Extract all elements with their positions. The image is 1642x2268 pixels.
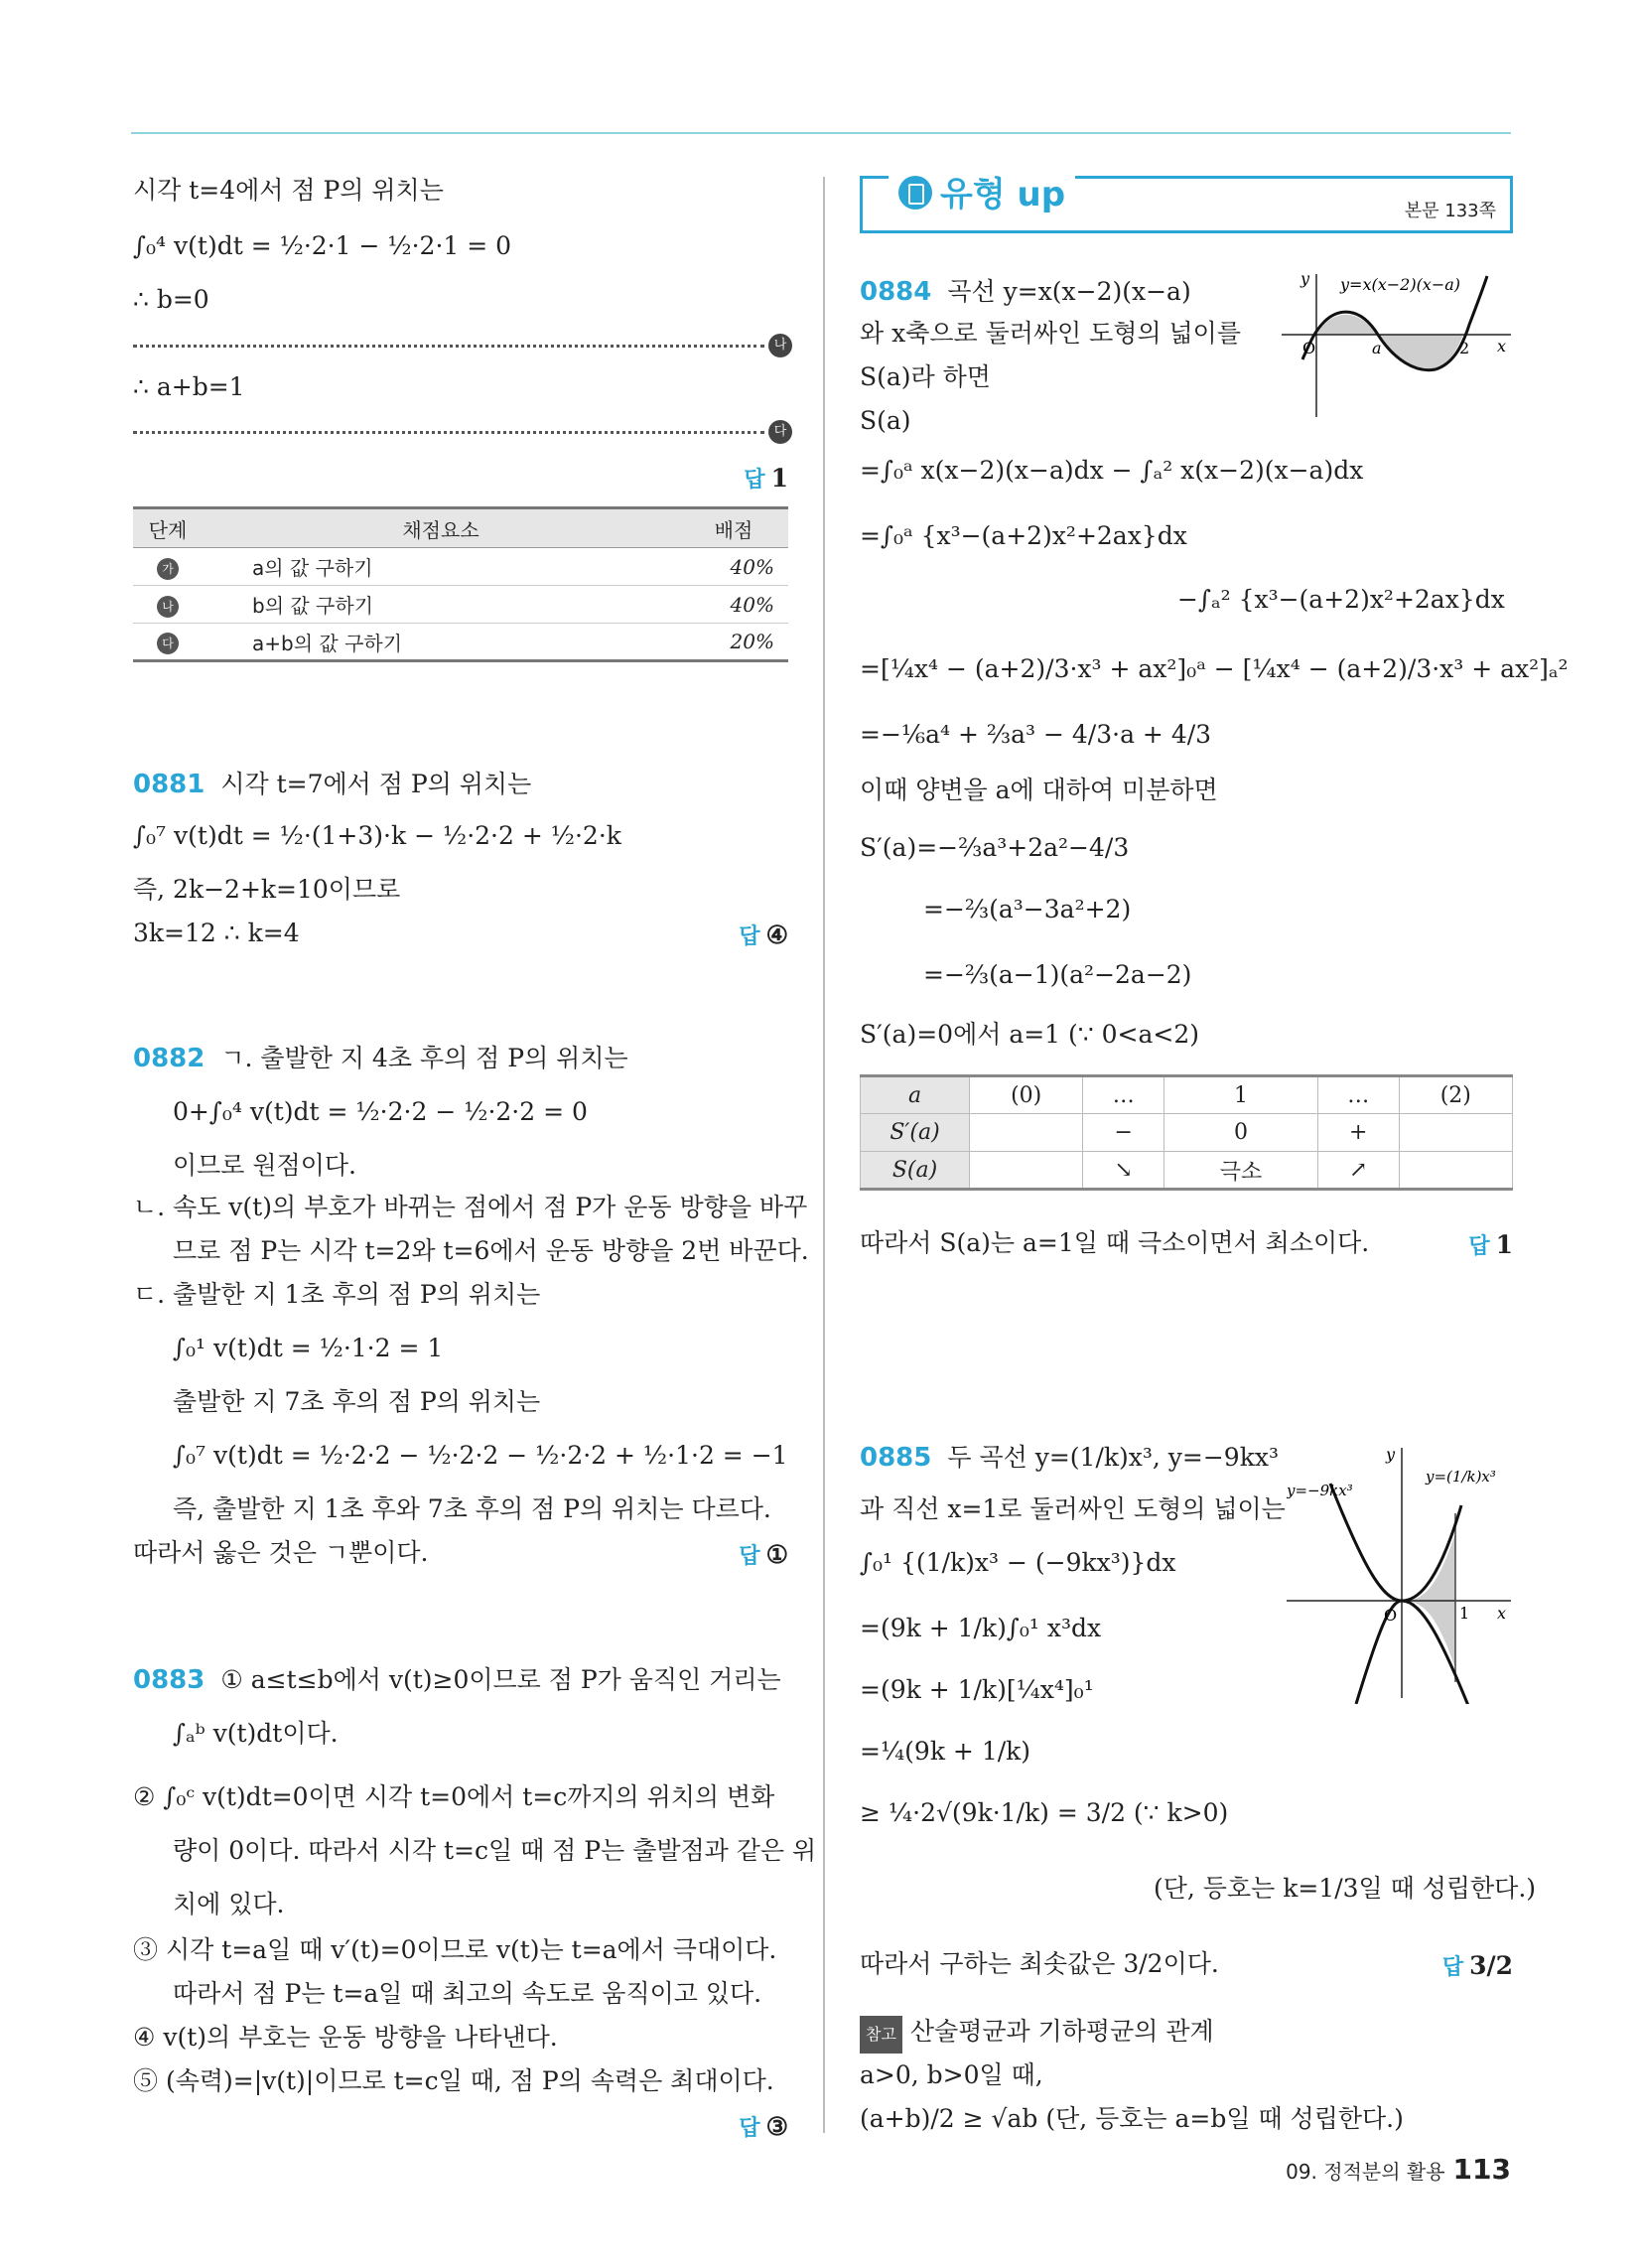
problem-0884-line: =−⅔(a−1)(a²−2a−2) (923, 960, 1192, 989)
table-cell: 40% (679, 548, 788, 586)
intro-line: ∫₀⁴ v(t)dt = ½·2·1 − ½·2·1 = 0 (133, 231, 512, 260)
problem-0885-line: =(9k + 1/k)[¼x⁴]₀¹ (860, 1675, 1094, 1704)
intro-line: 시각 t=4에서 점 P의 위치는 (133, 176, 444, 205)
table-cell: − (1083, 1114, 1164, 1152)
problem-0882-line: 0+∫₀⁴ v(t)dt = ½·2·2 − ½·2·2 = 0 (173, 1097, 588, 1126)
problem-0882-line: 0882 ㄱ. 출발한 지 4초 후의 점 P의 위치는 (133, 1044, 628, 1073)
origin-label: O (1302, 339, 1316, 357)
answer-value: 3/2 (1469, 1951, 1513, 1980)
problem-0883-line: 0883 ① a≤t≤b에서 v(t)≥0이므로 점 P가 움직인 거리는 (133, 1665, 781, 1695)
problem-0884-line: =−⅔(a³−3a²+2) (923, 895, 1132, 923)
answer-0880 (744, 463, 788, 494)
pencil-icon (898, 176, 932, 210)
answer-value: ① (765, 1540, 788, 1569)
step-badge: 가 (157, 558, 179, 580)
table-cell: 20% (679, 624, 788, 661)
origin-label: O (1384, 1606, 1398, 1625)
problem-0883-line: 량이 0이다. 따라서 시각 t=c일 때 점 P는 출발점과 같은 위 (173, 1836, 817, 1865)
answer-label: 답 (739, 2116, 760, 2141)
problem-0882-line: ㄴ. 속도 v(t)의 부호가 바뀌는 점에서 점 P가 운동 방향을 바꾸 (133, 1193, 808, 1221)
table-cell: b의 값 구하기 (203, 586, 679, 624)
problem-0881-line: 0881 시각 t=7에서 점 P의 위치는 (133, 770, 532, 799)
problem-0881-line: 즉, 2k−2+k=10이므로 (133, 875, 401, 904)
table-cell: a (861, 1076, 970, 1114)
problem-0884-line: S′(a)=−⅔a³+2a²−4/3 (860, 833, 1130, 862)
note-tag: 참고 (860, 2016, 902, 2054)
table-cell: (0) (970, 1076, 1083, 1114)
problem-0882-line: 므로 점 P는 시각 t=2와 t=6에서 운동 방향을 2번 바꾼다. (173, 1236, 809, 1265)
axis-label-y: y (1386, 1445, 1396, 1464)
top-rule (131, 132, 1511, 134)
table-cell (1399, 1152, 1512, 1190)
table-header: 채점요소 (203, 508, 679, 548)
table-cell: 40% (679, 586, 788, 624)
axis-label-y: y (1300, 270, 1310, 288)
table-header-row (133, 508, 788, 548)
table-row (133, 548, 788, 586)
note-title-line: 참고 산술평균과 기하평균의 관계 (860, 2014, 1214, 2054)
problem-0882-line: 이므로 원점이다. (173, 1151, 356, 1180)
step-badge: 다 (157, 633, 179, 654)
problem-0885-line: =(9k + 1/k)∫₀¹ x³dx (860, 1614, 1102, 1642)
page-footer (1286, 2153, 1511, 2186)
curve-label-right: y=(1/k)x³ (1426, 1468, 1496, 1486)
table-cell: … (1083, 1076, 1164, 1114)
problem-0884-line: =∫₀ᵃ {x³−(a+2)x²+2ax}dx (860, 521, 1187, 550)
score-table (133, 506, 788, 662)
problem-0884-line: S′(a)=0에서 a=1 (∵ 0<a<2) (860, 1020, 1199, 1049)
section-title: 유형 up (889, 167, 1075, 215)
problem-0883-line: ④ v(t)의 부호는 운동 방향을 나타낸다. (133, 2023, 558, 2052)
table-row (133, 586, 788, 624)
answer-value: 1 (770, 464, 788, 493)
table-row (861, 1152, 1513, 1190)
table-cell (1399, 1114, 1512, 1152)
problem-0881-line: 3k=12 ∴ k=4 (133, 919, 300, 947)
curve-label: y=x(x−2)(x−a) (1340, 275, 1461, 294)
problem-0882-line: 따라서 옳은 것은 ㄱ뿐이다. (133, 1538, 429, 1567)
table-cell (970, 1152, 1083, 1190)
problem-0883-line: ∫ₐᵇ v(t)dt이다. (173, 1719, 339, 1748)
column-divider (823, 177, 825, 2133)
note-line: (a+b)/2 ≥ √ab (단, 등호는 a=b일 때 성립한다.) (860, 2104, 1404, 2133)
problem-0885-line: 따라서 구하는 최솟값은 3/2이다. (860, 1949, 1219, 1978)
table-cell: … (1317, 1076, 1399, 1114)
page-number: 113 (1452, 2153, 1511, 2186)
table-cell: + (1317, 1114, 1399, 1152)
dotted-rule (133, 345, 764, 348)
curve-label-left: y=−9kx³ (1287, 1482, 1353, 1499)
problem-number: 0883 (133, 1665, 205, 1695)
table-cell: 1 (1164, 1076, 1318, 1114)
problem-0882-line: 출발한 지 7초 후의 점 P의 위치는 (173, 1387, 541, 1416)
problem-0884-line: 와 x축으로 둘러싸인 도형의 넓이를 (860, 319, 1241, 348)
two-cubics-graph (1287, 1444, 1513, 1704)
problem-0885-line: =¼(9k + 1/k) (860, 1737, 1031, 1766)
problem-0884-line: 0884 곡선 y=x(x−2)(x−a) (860, 277, 1191, 307)
problem-0884-line: 이때 양변을 a에 대하여 미분하면 (860, 776, 1218, 804)
table-header: 단계 (133, 508, 203, 548)
answer-value: ③ (765, 2112, 788, 2141)
axis-label-x: x (1497, 337, 1507, 355)
answer-label: 답 (739, 924, 760, 949)
answer-0882 (739, 1539, 788, 1570)
answer-0884 (1468, 1229, 1513, 1260)
intro-line: ∴ b=0 (133, 285, 209, 314)
problem-0884-line: S(a)라 하면 (860, 362, 991, 391)
table-cell: 극소 (1164, 1152, 1318, 1190)
chapter-title: 09. 정적분의 활용 (1286, 2160, 1445, 2184)
problem-0884-line: =∫₀ᵃ x(x−2)(x−a)dx − ∫ₐ² x(x−2)(x−a)dx (860, 456, 1364, 485)
step-mark: 나 (768, 334, 792, 357)
problem-number: 0885 (860, 1443, 932, 1473)
axis-label-x: x (1497, 1604, 1507, 1623)
problem-0884-line: =−⅙a⁴ + ⅔a³ − 4/3·a + 4/3 (860, 720, 1212, 749)
cubic-graph (1277, 270, 1513, 419)
tick-label-2: 2 (1459, 339, 1470, 357)
problem-0883-line: ③ 시각 t=a일 때 v′(t)=0이므로 v(t)는 t=a에서 극대이다. (133, 1935, 777, 1964)
table-cell: a+b의 값 구하기 (203, 624, 679, 661)
problem-0883-line: ⑤ (속력)=|v(t)|이므로 t=c일 때, 점 P의 속력은 최대이다. (133, 2066, 774, 2095)
table-header: 배점 (679, 508, 788, 548)
table-cell: 0 (1164, 1114, 1318, 1152)
table-cell: ↗ (1317, 1152, 1399, 1190)
tick-label-a: a (1372, 339, 1382, 357)
problem-0882-line: ∫₀⁷ v(t)dt = ½·2·2 − ½·2·2 − ½·2·2 + ½·1·2 = −1 (173, 1441, 788, 1470)
problem-0885-line: ≥ ¼·2√(9k·1/k) = 3/2 (∵ k>0) (860, 1798, 1229, 1827)
problem-0882-line: 즉, 출발한 지 1초 후와 7초 후의 점 P의 위치는 다르다. (173, 1494, 771, 1523)
answer-value: ④ (765, 921, 788, 949)
problem-number: 0882 (133, 1044, 205, 1073)
answer-value: 1 (1495, 1230, 1513, 1259)
answer-label: 답 (744, 468, 765, 493)
table-cell: S(a) (861, 1152, 970, 1190)
answer-0881 (739, 920, 788, 950)
step-badge: 나 (157, 596, 179, 618)
problem-0885-line: 0885 두 곡선 y=(1/k)x³, y=−9kx³ (860, 1443, 1279, 1473)
answer-0885 (1442, 1950, 1513, 1981)
answer-0883 (739, 2111, 788, 2142)
problem-0885-line: ∫₀¹ {(1/k)x³ − (−9kx³)}dx (860, 1548, 1176, 1577)
problem-0884-line: 따라서 S(a)는 a=1일 때 극소이면서 최소이다. (860, 1228, 1370, 1257)
problem-0883-line: 치에 있다. (173, 1890, 285, 1918)
problem-0885-line: 과 직선 x=1로 둘러싸인 도형의 넓이는 (860, 1494, 1286, 1523)
answer-label: 답 (1441, 1955, 1464, 1980)
problem-0882-line: ∫₀¹ v(t)dt = ½·1·2 = 1 (173, 1334, 444, 1362)
answer-label: 답 (739, 1544, 760, 1569)
note-line: a>0, b>0일 때, (860, 2060, 1043, 2089)
table-row (861, 1114, 1513, 1152)
table-cell: S′(a) (861, 1114, 970, 1152)
answer-label: 답 (1468, 1234, 1490, 1259)
section-reference: 본문 133쪽 (1404, 201, 1496, 221)
problem-0884-line: S(a) (860, 406, 911, 435)
problem-0881-line: ∫₀⁷ v(t)dt = ½·(1+3)·k − ½·2·2 + ½·2·k (133, 821, 621, 850)
sign-table (860, 1074, 1513, 1191)
table-row (861, 1076, 1513, 1114)
problem-0885-line: (단, 등호는 k=1/3일 때 성립한다.) (1154, 1874, 1537, 1903)
table-cell: ↘ (1083, 1152, 1164, 1190)
problem-0883-line: ② ∫₀ᶜ v(t)dt=0이면 시각 t=0에서 t=c까지의 위치의 변화 (133, 1782, 775, 1811)
tick-label-1: 1 (1459, 1604, 1470, 1623)
section-header (860, 176, 1513, 233)
intro-line: ∴ a+b=1 (133, 372, 245, 401)
problem-0884-line: =[¼x⁴ − (a+2)/3·x³ + ax²]₀ᵃ − [¼x⁴ − (a+2)/3·x³ + ax²]ₐ² (860, 654, 1569, 683)
dotted-rule (133, 431, 764, 434)
problem-number: 0881 (133, 770, 205, 799)
table-row (133, 624, 788, 661)
table-cell (970, 1114, 1083, 1152)
problem-0883-line: 따라서 점 P는 t=a일 때 최고의 속도로 움직이고 있다. (173, 1979, 762, 2008)
problem-number: 0884 (860, 277, 932, 307)
table-cell: (2) (1399, 1076, 1512, 1114)
problem-0882-line: ㄷ. 출발한 지 1초 후의 점 P의 위치는 (133, 1280, 541, 1309)
problem-0884-line: −∫ₐ² {x³−(a+2)x²+2ax}dx (1177, 585, 1505, 614)
step-mark: 다 (768, 420, 792, 444)
table-cell: a의 값 구하기 (203, 548, 679, 586)
